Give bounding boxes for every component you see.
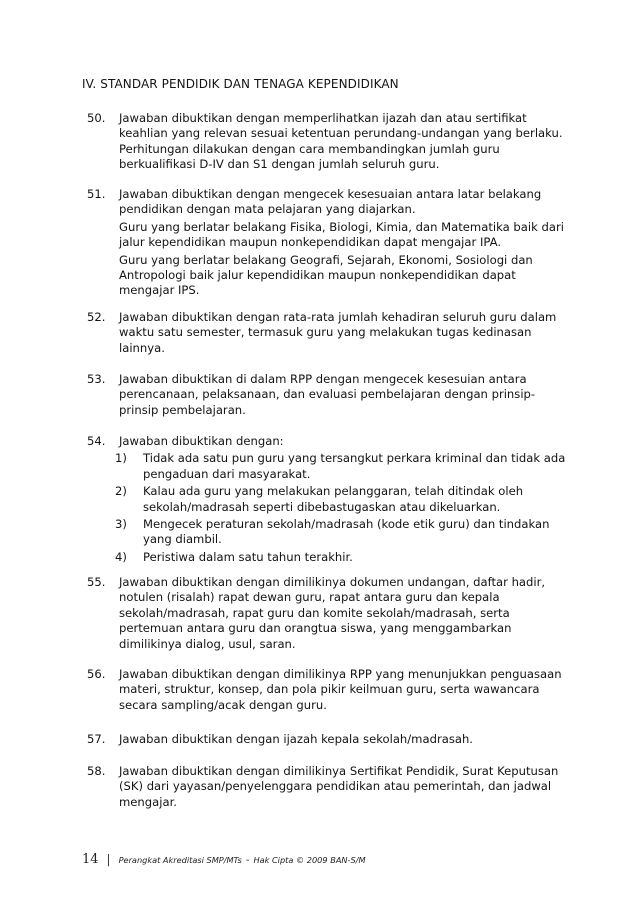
list-item bbox=[87, 111, 567, 173]
sub-item bbox=[115, 517, 567, 548]
list-item bbox=[87, 372, 567, 418]
list-item bbox=[87, 764, 567, 810]
list-item bbox=[87, 732, 567, 747]
item-number: 52. bbox=[87, 310, 106, 324]
list-item bbox=[87, 667, 567, 713]
sub-item-number: 4) bbox=[115, 549, 127, 564]
sub-item-text: Tidak ada satu pun guru yang tersangkut perkara kriminal dan tidak ada pengaduan dari masyarakat. bbox=[143, 451, 566, 481]
item-number: 58. bbox=[87, 764, 106, 778]
item-text: Jawaban dibuktikan dengan rata-rata jumlah kehadiran seluruh guru dalam waktu satu semester, termasuk guru yang melakukan tugas kedinasan lainnya. bbox=[119, 310, 557, 355]
item-text: Guru yang berlatar belakang Fisika, Biologi, Kimia, dan Matematika baik dari jalur kependidikan maupun nonkependidikan dapat mengajar IPA. bbox=[119, 219, 564, 250]
item-text: Jawaban dibuktikan dengan memperlihatkan ijazah dan atau sertifikat keahlian yang relevan sesuai ketentuan perundang-undangan yang berlaku. Perhitungan dilakukan dengan cara membandingkan jumlah guru berkualifikasi D-IV dan S1 dengan jumlah seluruh guru. bbox=[119, 111, 563, 172]
list-item bbox=[87, 434, 567, 565]
item-text: Jawaban dibuktikan dengan dimilikinya RPP yang menunjukkan penguasaan materi, struktur, konsep, dan pola pikir keilmuan guru, serta wawancara secara sampling/acak dengan guru. bbox=[119, 667, 562, 712]
footer-separator: | bbox=[106, 852, 111, 866]
item-text: Jawaban dibuktikan dengan mengecek kesesuaian antara latar belakang pendidikan dengan mata pelajaran yang diajarkan. bbox=[119, 187, 542, 217]
sub-item-text: Peristiwa dalam satu tahun terakhir. bbox=[143, 549, 353, 564]
footer-document-title: Perangkat Akreditasi SMP/MTs bbox=[118, 855, 242, 865]
page-footer bbox=[82, 852, 366, 867]
item-text: Guru yang berlatar belakang Geografi, Sejarah, Ekonomi, Sosiologi dan Antropologi baik jalur kependidikan maupun nonkependidikan dapat mengajar IPS. bbox=[119, 252, 533, 298]
section-heading: IV. STANDAR PENDIDIK DAN TENAGA KEPENDIDIKAN bbox=[82, 77, 399, 91]
sub-item bbox=[115, 549, 567, 565]
sub-item-number: 1) bbox=[115, 451, 127, 466]
item-number: 54. bbox=[87, 434, 106, 448]
item-text: Jawaban dibuktikan di dalam RPP dengan mengecek kesesuian antara perencanaan, pelaksanaan, dan evaluasi pembelajaran dengan prinsip-prinsip pembelajaran. bbox=[119, 372, 536, 417]
sub-item-text: Kalau ada guru yang melakukan pelanggaran, telah ditindak oleh sekolah/madrasah seperti dibebastugaskan atau dikeluarkan. bbox=[143, 484, 524, 514]
footer-copyright: Hak Cipta © 2009 BAN-S/M bbox=[253, 855, 366, 865]
list-item bbox=[87, 187, 567, 299]
item-number: 56. bbox=[87, 667, 106, 681]
item-number: 55. bbox=[87, 575, 106, 589]
item-text: Jawaban dibuktikan dengan ijazah kepala sekolah/madrasah. bbox=[119, 732, 473, 746]
sub-item-text: Mengecek peraturan sekolah/madrasah (kode etik guru) dan tindakan yang diambil. bbox=[143, 517, 550, 547]
item-text: Jawaban dibuktikan dengan dimilikinya Sertifikat Pendidik, Surat Keputusan (SK) dari yayasan/penyelenggara pendidikan atau pemerintah, dan jadwal mengajar. bbox=[119, 764, 559, 809]
item-text: Jawaban dibuktikan dengan: bbox=[119, 434, 284, 448]
item-number: 51. bbox=[87, 187, 106, 201]
page-number: 14 bbox=[82, 852, 99, 867]
sub-item-number: 2) bbox=[115, 484, 127, 499]
sub-item bbox=[115, 484, 567, 515]
sub-item bbox=[115, 451, 567, 482]
list-item bbox=[87, 575, 567, 652]
item-number: 57. bbox=[87, 732, 106, 746]
list-item bbox=[87, 310, 567, 356]
sub-item-number: 3) bbox=[115, 517, 127, 532]
footer-dash: - bbox=[245, 855, 250, 866]
item-number: 53. bbox=[87, 372, 106, 386]
item-text: Jawaban dibuktikan dengan dimilikinya dokumen undangan, daftar hadir, notulen (risalah) rapat dewan guru, rapat antara guru dan kepala sekolah/madrasah, rapat guru dan komite sekolah/madrasah, serta pertemuan antara guru dan orangtua siswa, yang menggambarkan dimilikinya dialog, usul, saran. bbox=[119, 575, 546, 651]
item-number: 50. bbox=[87, 111, 106, 125]
